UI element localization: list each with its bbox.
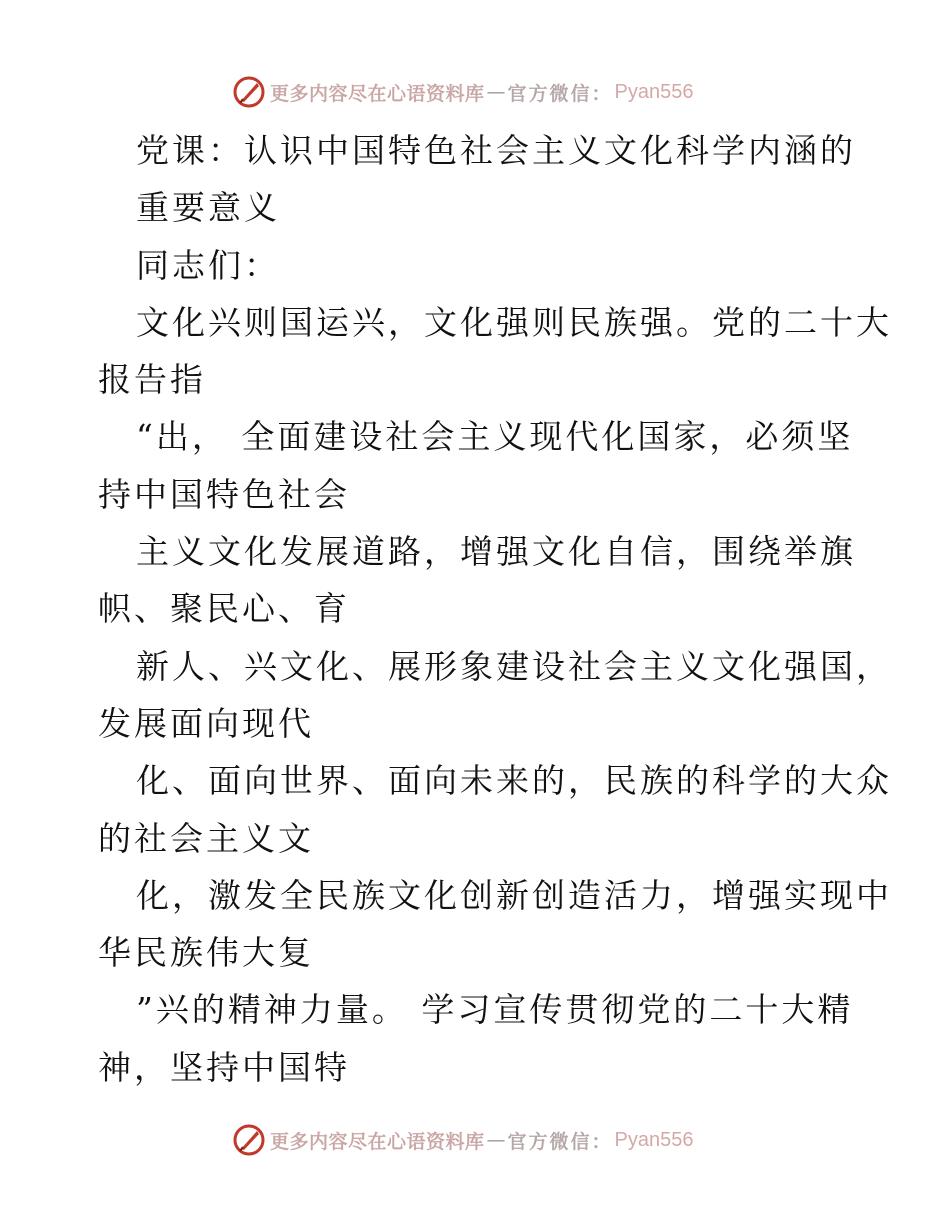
body-line: 持中国特色社会 <box>98 474 350 514</box>
watermark-site-text: 更多内容尽在心语资料库 <box>270 82 485 105</box>
document-body <box>98 122 892 1096</box>
body-line: 的社会主义文 <box>98 818 314 858</box>
body-line: 报告指 <box>98 360 206 400</box>
watermark-wechat-label: 官方微信： <box>507 82 613 105</box>
body-line: ”兴的精神力量。 学习宣传贯彻党的二十大精 <box>136 990 854 1030</box>
watermark-dash: — <box>486 1129 506 1151</box>
body-line: 帜、聚民心、育 <box>98 589 350 629</box>
body-line: 主义文化发展道路，增强文化自信，围绕举旗 <box>136 532 856 572</box>
body-line: 发展面向现代 <box>98 703 314 743</box>
watermark-wechat-id: Pyan556 <box>614 1128 694 1151</box>
body-line: 华民族伟大复 <box>98 933 314 973</box>
body-line: “出， 全面建设社会主义现代化国家，必须坚 <box>136 417 854 457</box>
document-title-line: 重要意义 <box>136 188 280 228</box>
salutation: 同志们： <box>136 245 280 285</box>
watermark-site-text: 更多内容尽在心语资料库 <box>270 1130 485 1153</box>
body-line: 化，激发全民族文化创新创造活力，增强实现中 <box>136 875 892 915</box>
watermark-banner-bottom <box>0 1120 950 1160</box>
watermark-wechat-label: 官方微信： <box>507 1130 613 1153</box>
body-line: 文化兴则国运兴，文化强则民族强。党的二十大 <box>136 302 892 342</box>
watermark-banner-top <box>0 72 950 112</box>
document-title-line: 党课：认识中国特色社会主义文化科学内涵的 <box>136 131 856 170</box>
quill-logo-icon <box>232 1123 266 1157</box>
watermark-dash: — <box>486 81 506 103</box>
body-line: 神，坚持中国特 <box>98 1047 350 1087</box>
quill-logo-icon <box>232 75 266 109</box>
body-line: 化、面向世界、面向未来的，民族的科学的大众 <box>136 761 892 801</box>
watermark-wechat-id: Pyan556 <box>614 80 694 103</box>
body-line: 新人、兴文化、展形象建设社会主义文化强国， <box>136 646 892 686</box>
